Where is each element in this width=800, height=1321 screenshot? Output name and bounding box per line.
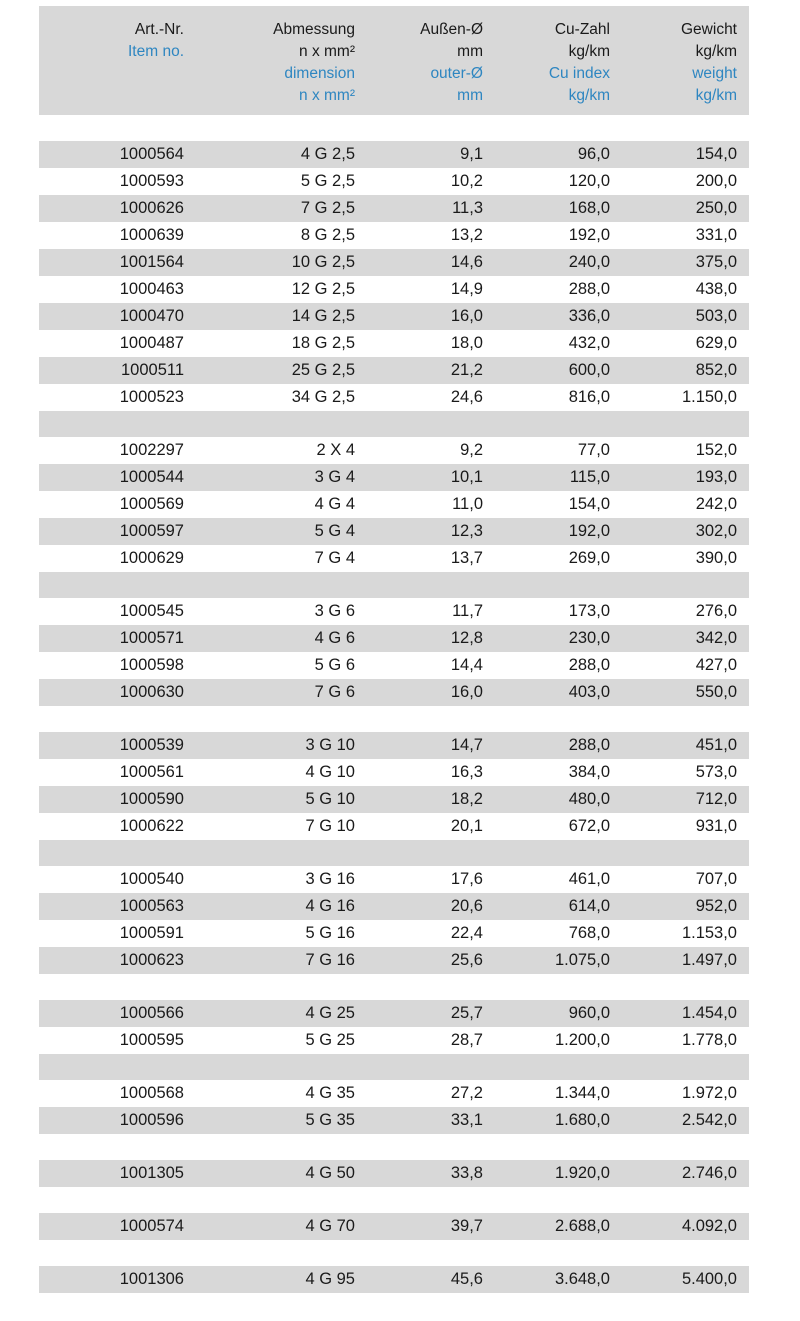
cell-cu-index: 288,0 — [568, 656, 610, 674]
cell-dimension: 4 G 70 — [305, 1217, 355, 1235]
cell-cu-index: 600,0 — [568, 361, 610, 379]
cell-outer-diameter: 18,0 — [450, 334, 483, 352]
cell-weight: 193,0 — [695, 468, 737, 486]
cell-cu-index: 768,0 — [568, 924, 610, 942]
cell-outer-diameter: 12,8 — [450, 629, 483, 647]
cell-dimension: 8 G 2,5 — [300, 226, 355, 244]
cell-cu-index: 1.344,0 — [554, 1084, 610, 1102]
table-body — [39, 141, 749, 1293]
table-row — [39, 1213, 749, 1240]
cell-cu-index: 96,0 — [577, 145, 610, 163]
cell-item-no: 1002297 — [119, 441, 184, 459]
cell-weight: 276,0 — [695, 602, 737, 620]
cell-cu-index: 288,0 — [568, 736, 610, 754]
cell-cu-index: 432,0 — [568, 334, 610, 352]
table-row — [39, 276, 749, 303]
header-weight-en-line: weight — [692, 65, 737, 82]
cell-dimension: 3 G 16 — [305, 870, 355, 888]
cell-dimension: 7 G 4 — [314, 549, 355, 567]
group-spacer — [39, 1240, 749, 1266]
table-row — [39, 866, 749, 893]
cell-cu-index: 1.075,0 — [554, 951, 610, 969]
cell-weight: 852,0 — [695, 361, 737, 379]
cell-dimension: 4 G 50 — [305, 1164, 355, 1182]
table-row — [39, 464, 749, 491]
cell-dimension: 4 G 95 — [305, 1270, 355, 1288]
cell-item-no: 1000568 — [119, 1084, 184, 1102]
header-cu-index-en-line: Cu index — [548, 65, 610, 82]
cell-outer-diameter: 16,3 — [450, 763, 483, 781]
cell-dimension: 7 G 2,5 — [300, 199, 355, 217]
header-dimension-en-line: n x mm² — [299, 87, 355, 104]
cell-cu-index: 168,0 — [568, 199, 610, 217]
cell-outer-diameter: 33,8 — [450, 1164, 483, 1182]
cell-item-no: 1001564 — [119, 253, 184, 271]
group-spacer — [39, 840, 749, 866]
cell-weight: 200,0 — [695, 172, 737, 190]
cell-item-no: 1000597 — [119, 522, 184, 540]
cell-item-no: 1000544 — [119, 468, 184, 486]
table-row — [39, 598, 749, 625]
header-weight-de-line: kg/km — [695, 43, 737, 60]
cell-cu-index: 461,0 — [568, 870, 610, 888]
cell-weight: 550,0 — [695, 683, 737, 701]
table-header — [39, 6, 749, 115]
cell-cu-index: 480,0 — [568, 790, 610, 808]
cell-dimension: 7 G 10 — [305, 817, 355, 835]
cell-cu-index: 336,0 — [568, 307, 610, 325]
cell-dimension: 10 G 2,5 — [291, 253, 355, 271]
cell-weight: 952,0 — [695, 897, 737, 915]
cell-item-no: 1000623 — [119, 951, 184, 969]
table-row — [39, 141, 749, 168]
group-spacer — [39, 411, 749, 437]
cell-weight: 629,0 — [695, 334, 737, 352]
cell-item-no: 1000629 — [119, 549, 184, 567]
header-gap — [39, 115, 749, 141]
cell-outer-diameter: 13,7 — [450, 549, 483, 567]
cell-outer-diameter: 27,2 — [450, 1084, 483, 1102]
cell-cu-index: 1.920,0 — [554, 1164, 610, 1182]
header-outer-diameter — [420, 19, 483, 107]
cell-cu-index: 230,0 — [568, 629, 610, 647]
cell-dimension: 5 G 4 — [314, 522, 355, 540]
cell-item-no: 1000523 — [119, 388, 184, 406]
cell-outer-diameter: 11,0 — [452, 495, 483, 513]
group-spacer — [39, 1054, 749, 1080]
cell-item-no: 1000540 — [119, 870, 184, 888]
table-row — [39, 330, 749, 357]
cell-cu-index: 1.200,0 — [554, 1031, 610, 1049]
cell-item-no: 1000564 — [119, 145, 184, 163]
table-row — [39, 732, 749, 759]
cell-cu-index: 3.648,0 — [554, 1270, 610, 1288]
cell-weight: 390,0 — [695, 549, 737, 567]
cell-weight: 2.542,0 — [681, 1111, 737, 1129]
cell-cu-index: 403,0 — [568, 683, 610, 701]
cell-outer-diameter: 11,3 — [452, 199, 483, 217]
cell-weight: 451,0 — [695, 736, 737, 754]
cell-weight: 427,0 — [695, 656, 737, 674]
cell-weight: 931,0 — [695, 817, 737, 835]
header-outer-diameter-de-line: mm — [457, 43, 483, 60]
cell-cu-index: 816,0 — [568, 388, 610, 406]
cell-dimension: 5 G 35 — [305, 1111, 355, 1129]
group-spacer — [39, 974, 749, 1000]
cell-item-no: 1001306 — [119, 1270, 184, 1288]
cell-cu-index: 173,0 — [568, 602, 610, 620]
cell-outer-diameter: 9,1 — [460, 145, 483, 163]
header-weight-de-line: Gewicht — [681, 21, 737, 38]
cell-dimension: 7 G 16 — [305, 951, 355, 969]
table-row — [39, 1000, 749, 1027]
table-row — [39, 947, 749, 974]
table-row — [39, 249, 749, 276]
cell-dimension: 4 G 6 — [314, 629, 355, 647]
table-row — [39, 893, 749, 920]
header-cu-index — [549, 19, 610, 107]
cell-dimension: 4 G 10 — [305, 763, 355, 781]
cell-cu-index: 1.680,0 — [554, 1111, 610, 1129]
header-outer-diameter-de-line: Außen-Ø — [420, 21, 483, 38]
cell-cu-index: 288,0 — [568, 280, 610, 298]
cell-cu-index: 240,0 — [568, 253, 610, 271]
cell-weight: 5.400,0 — [681, 1270, 737, 1288]
header-dimension — [273, 19, 355, 107]
cell-outer-diameter: 20,1 — [450, 817, 483, 835]
table-row — [39, 786, 749, 813]
table-row — [39, 759, 749, 786]
cell-weight: 503,0 — [695, 307, 737, 325]
cell-item-no: 1001305 — [119, 1164, 184, 1182]
header-dimension-de-line: n x mm² — [299, 43, 355, 60]
cell-outer-diameter: 39,7 — [450, 1217, 483, 1235]
cell-outer-diameter: 14,7 — [450, 736, 483, 754]
table-row — [39, 625, 749, 652]
cell-item-no: 1000596 — [119, 1111, 184, 1129]
header-cu-index-de-line: Cu-Zahl — [554, 21, 610, 38]
cell-item-no: 1000463 — [119, 280, 184, 298]
cell-dimension: 4 G 4 — [314, 495, 355, 513]
cell-item-no: 1000563 — [119, 897, 184, 915]
cell-weight: 302,0 — [695, 522, 737, 540]
group-spacer — [39, 706, 749, 732]
cell-dimension: 2 X 4 — [316, 441, 355, 459]
cell-outer-diameter: 22,4 — [450, 924, 483, 942]
cell-weight: 331,0 — [695, 226, 737, 244]
cell-item-no: 1000561 — [119, 763, 184, 781]
cell-item-no: 1000591 — [119, 924, 184, 942]
cell-dimension: 3 G 10 — [305, 736, 355, 754]
cell-outer-diameter: 12,3 — [450, 522, 483, 540]
header-dimension-en-line: dimension — [284, 65, 355, 82]
cell-dimension: 4 G 2,5 — [300, 145, 355, 163]
cell-weight: 154,0 — [695, 145, 737, 163]
cell-dimension: 25 G 2,5 — [291, 361, 355, 379]
table-row — [39, 1107, 749, 1134]
table-row — [39, 1266, 749, 1293]
cell-item-no: 1000470 — [119, 307, 184, 325]
table-row — [39, 545, 749, 572]
table-row — [39, 518, 749, 545]
table-row — [39, 1080, 749, 1107]
cell-outer-diameter: 25,7 — [450, 1004, 483, 1022]
cell-weight: 573,0 — [695, 763, 737, 781]
cell-cu-index: 960,0 — [568, 1004, 610, 1022]
cell-outer-diameter: 33,1 — [450, 1111, 483, 1129]
cell-item-no: 1000590 — [119, 790, 184, 808]
cell-cu-index: 120,0 — [568, 172, 610, 190]
header-item-no-de-line: Art.-Nr. — [134, 21, 184, 38]
cell-weight: 242,0 — [695, 495, 737, 513]
cell-dimension: 34 G 2,5 — [291, 388, 355, 406]
header-item-no-en-line: Item no. — [128, 43, 184, 60]
cell-weight: 707,0 — [695, 870, 737, 888]
cell-outer-diameter: 10,2 — [450, 172, 483, 190]
cell-item-no: 1000598 — [119, 656, 184, 674]
cable-spec-table — [39, 6, 749, 1293]
table-row — [39, 679, 749, 706]
cell-cu-index: 269,0 — [568, 549, 610, 567]
cell-dimension: 5 G 25 — [305, 1031, 355, 1049]
cell-item-no: 1000626 — [119, 199, 184, 217]
cell-item-no: 1000545 — [119, 602, 184, 620]
table-row — [39, 920, 749, 947]
table-row — [39, 813, 749, 840]
cell-outer-diameter: 16,0 — [450, 307, 483, 325]
header-cu-index-de-line: kg/km — [568, 43, 610, 60]
cell-dimension: 3 G 6 — [314, 602, 355, 620]
cell-dimension: 5 G 2,5 — [300, 172, 355, 190]
cell-outer-diameter: 24,6 — [450, 388, 483, 406]
cell-weight: 250,0 — [695, 199, 737, 217]
table-row — [39, 222, 749, 249]
table-row — [39, 1160, 749, 1187]
cell-cu-index: 2.688,0 — [554, 1217, 610, 1235]
cell-dimension: 4 G 16 — [305, 897, 355, 915]
cell-outer-diameter: 21,2 — [450, 361, 483, 379]
cell-outer-diameter: 10,1 — [450, 468, 483, 486]
cell-item-no: 1000566 — [119, 1004, 184, 1022]
cell-item-no: 1000630 — [119, 683, 184, 701]
cell-outer-diameter: 20,6 — [450, 897, 483, 915]
cell-outer-diameter: 18,2 — [450, 790, 483, 808]
cell-item-no: 1000593 — [119, 172, 184, 190]
cell-weight: 1.153,0 — [681, 924, 737, 942]
cell-item-no: 1000595 — [119, 1031, 184, 1049]
cell-item-no: 1000569 — [119, 495, 184, 513]
cell-dimension: 5 G 6 — [314, 656, 355, 674]
table-row — [39, 652, 749, 679]
cell-dimension: 5 G 16 — [305, 924, 355, 942]
table-row — [39, 357, 749, 384]
cell-item-no: 1000511 — [120, 361, 184, 379]
cell-dimension: 3 G 4 — [314, 468, 355, 486]
cell-dimension: 5 G 10 — [305, 790, 355, 808]
cell-outer-diameter: 14,6 — [450, 253, 483, 271]
cell-dimension: 18 G 2,5 — [291, 334, 355, 352]
cell-cu-index: 115,0 — [569, 468, 610, 486]
cell-weight: 342,0 — [695, 629, 737, 647]
header-weight — [681, 19, 737, 107]
cell-outer-diameter: 28,7 — [450, 1031, 483, 1049]
cell-dimension: 14 G 2,5 — [291, 307, 355, 325]
cell-dimension: 4 G 35 — [305, 1084, 355, 1102]
cell-dimension: 7 G 6 — [314, 683, 355, 701]
cell-outer-diameter: 11,7 — [452, 602, 483, 620]
cell-item-no: 1000639 — [119, 226, 184, 244]
table-row — [39, 303, 749, 330]
cell-item-no: 1000539 — [119, 736, 184, 754]
table-row — [39, 1027, 749, 1054]
cell-weight: 1.150,0 — [681, 388, 737, 406]
cell-weight: 712,0 — [695, 790, 737, 808]
cell-dimension: 4 G 25 — [305, 1004, 355, 1022]
cell-cu-index: 154,0 — [568, 495, 610, 513]
table-row — [39, 491, 749, 518]
cell-outer-diameter: 13,2 — [450, 226, 483, 244]
cell-cu-index: 192,0 — [568, 226, 610, 244]
header-cu-index-en-line: kg/km — [568, 87, 610, 104]
cell-item-no: 1000622 — [119, 817, 184, 835]
cell-outer-diameter: 16,0 — [450, 683, 483, 701]
header-dimension-de-line: Abmessung — [273, 21, 355, 38]
cell-weight: 4.092,0 — [681, 1217, 737, 1235]
header-item-no — [128, 19, 184, 63]
header-outer-diameter-en-line: mm — [457, 87, 483, 104]
cell-weight: 1.497,0 — [681, 951, 737, 969]
cell-weight: 1.454,0 — [681, 1004, 737, 1022]
cell-weight: 2.746,0 — [681, 1164, 737, 1182]
cell-item-no: 1000571 — [119, 629, 184, 647]
cell-weight: 152,0 — [695, 441, 737, 459]
cell-outer-diameter: 25,6 — [450, 951, 483, 969]
cell-cu-index: 672,0 — [568, 817, 610, 835]
cell-weight: 438,0 — [695, 280, 737, 298]
cell-outer-diameter: 14,9 — [450, 280, 483, 298]
group-spacer — [39, 1134, 749, 1160]
table-row — [39, 437, 749, 464]
cell-cu-index: 192,0 — [568, 522, 610, 540]
table-row — [39, 384, 749, 411]
cell-weight: 1.972,0 — [681, 1084, 737, 1102]
cell-outer-diameter: 45,6 — [450, 1270, 483, 1288]
header-outer-diameter-en-line: outer-Ø — [430, 65, 483, 82]
cell-cu-index: 384,0 — [568, 763, 610, 781]
header-weight-en-line: kg/km — [695, 87, 737, 104]
cell-weight: 1.778,0 — [681, 1031, 737, 1049]
cell-weight: 375,0 — [695, 253, 737, 271]
cell-dimension: 12 G 2,5 — [291, 280, 355, 298]
cell-outer-diameter: 9,2 — [460, 441, 483, 459]
group-spacer — [39, 1187, 749, 1213]
table-row — [39, 168, 749, 195]
cell-item-no: 1000574 — [119, 1217, 184, 1235]
cell-item-no: 1000487 — [119, 334, 184, 352]
cell-cu-index: 77,0 — [577, 441, 610, 459]
cell-outer-diameter: 14,4 — [450, 656, 483, 674]
table-row — [39, 195, 749, 222]
group-spacer — [39, 572, 749, 598]
cell-cu-index: 614,0 — [568, 897, 610, 915]
cell-outer-diameter: 17,6 — [450, 870, 483, 888]
